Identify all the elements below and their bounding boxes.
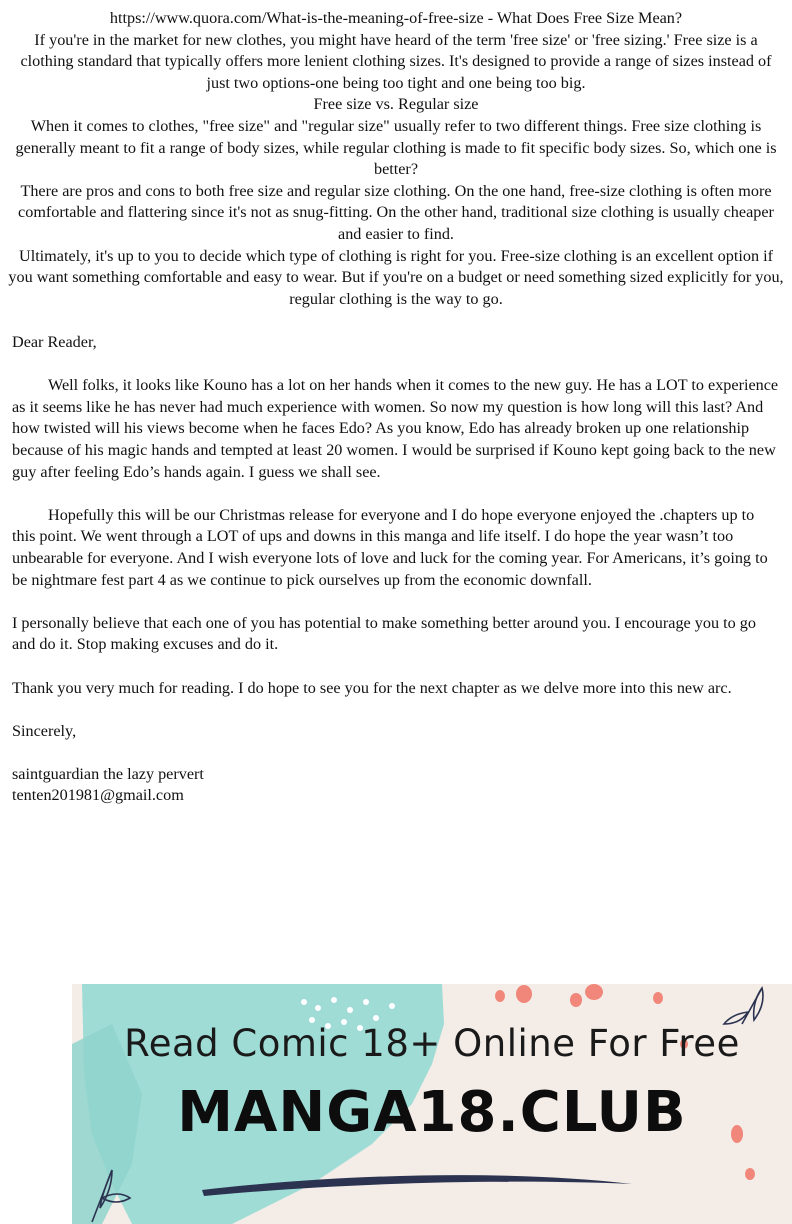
signature-name: saintguardian the lazy pervert [12,764,204,783]
leaf-sprig-top-icon [724,988,763,1024]
banner-site-name[interactable]: MANGA18.CLUB [177,1080,687,1145]
letter-body-4: Thank you very much for reading. I do hope to see you for the next chapter as we delve more into this new arc. [12,678,732,697]
article-block [8,8,784,310]
banner-tagline: Read Comic 18+ Online For Free [124,1022,740,1065]
signature-email: tenten201981@gmail.com [12,786,184,805]
article-paragraph-1: When it comes to clothes, "free size" and "regular size" usually refer to two different things. Free size clothing is generally meant to fit a range of body sizes, while regular clothing is made to fit specific body sizes. So, which one is better? [15,116,777,179]
letter-body-3: I personally believe that each one of you has potential to make something better around you. I encourage you to go and do it. Stop making excuses and do it. [12,613,756,654]
letter-block [12,332,780,807]
letter-greeting: Dear Reader, [12,333,97,351]
letter-body-2: Hopefully this will be our Christmas release for everyone and I do hope everyone enjoyed the .chapters up to this point. We went through a LOT of ups and downs in this manga and life itself. I do hope the year wasn’t too unbearable for everyone. And I wish everyone lots of love and luck for the coming year. For Americans, it’s going to be nightmare fest part 4 as we continue to pick ourselves up from the economic downfall. [12,505,768,589]
article-paragraph-2: There are pros and cons to both free size and regular size clothing. On the one hand, free-size clothing is often more comfortable and flattering since it's not as snug-fitting. On the other hand, traditional size clothing is usually cheaper and easier to find. [18,181,774,243]
letter-closing: Sincerely, [12,721,77,740]
letter-body-1: Well folks, it looks like Kouno has a lot on her hands when it comes to the new guy. He has a LOT to experience as it seems like he has never had much experience with women. So now my question is how long will this last? And how twisted will his views become when he faces Edo? As you know, Edo has already broken up one relationship because of his magic hands and tempted at least 20 women. I would be surprised if Kouno kept going back to the new guy after feeling Edo’s hands again. I guess we shall see. [12,376,779,481]
source-line: https://www.quora.com/What-is-the-meaning-of-free-size - What Does Free Size Mean? [109,9,683,27]
article-subheading: Free size vs. Regular size [313,95,479,114]
promo-banner[interactable] [72,984,792,1224]
article-intro: If you're in the market for new clothes, you might have heard of the term 'free size' or 'free sizing.' Free size is a clothing standard that typically offers more lenient clothing sizes. It's designed to provide a range of sizes instead of just two options-one being too tight and one being too big. [20,30,772,92]
article-paragraph-3: Ultimately, it's up to you to decide which type of clothing is right for you. Free-size clothing is an excellent option if you want something comfortable and easy to wear. But if you're on a budget or need something sized explicitly for you, regular clothing is the way to go. [8,246,784,308]
